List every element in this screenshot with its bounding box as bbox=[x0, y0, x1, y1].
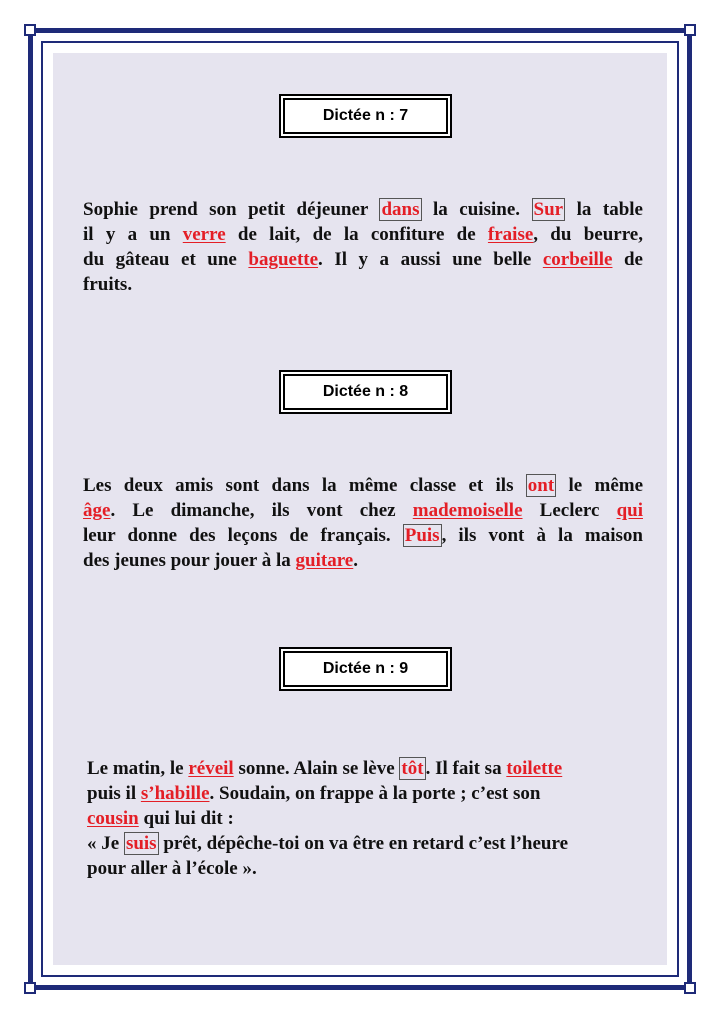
highlighted-word: cousin bbox=[87, 808, 139, 829]
dictee-8-title: Dictée n : 8 bbox=[283, 374, 448, 410]
highlighted-word: mademoiselle bbox=[412, 500, 523, 521]
text-segment: , ils vont à la maison bbox=[441, 525, 643, 546]
text-segment: Le matin, le bbox=[87, 758, 189, 779]
page-frame bbox=[28, 28, 692, 990]
text-segment: la table bbox=[565, 199, 643, 220]
highlighted-word: âge bbox=[83, 500, 111, 521]
text-segment: qui lui dit : bbox=[138, 808, 234, 829]
text-segment: Les deux amis sont dans la même classe et ils bbox=[83, 475, 526, 496]
text-segment: pour aller à l’école ». bbox=[87, 858, 257, 879]
text-segment: sonne. Alain se lève bbox=[233, 758, 400, 779]
text-segment: le même bbox=[556, 475, 644, 496]
frame-corner bbox=[24, 982, 36, 994]
text-segment: . Le dimanche, ils vont chez bbox=[110, 500, 413, 521]
boxed-word: Puis bbox=[404, 525, 440, 546]
highlighted-word: fraise bbox=[487, 224, 534, 245]
text-line bbox=[83, 473, 643, 498]
dictee-7-title: Dictée n : 7 bbox=[283, 98, 448, 134]
text-segment: des jeunes pour jouer à la bbox=[83, 550, 296, 571]
text-segment: de bbox=[612, 249, 643, 270]
highlighted-word: verre bbox=[182, 224, 226, 245]
text-line bbox=[83, 272, 643, 297]
boxed-word: tôt bbox=[401, 758, 424, 779]
highlighted-word: réveil bbox=[188, 758, 234, 779]
text-line bbox=[87, 806, 643, 831]
text-segment: . Il y a aussi une belle bbox=[318, 249, 543, 270]
text-segment: du gâteau et une bbox=[83, 249, 249, 270]
text-segment: fruits. bbox=[83, 274, 133, 295]
text-segment: , du beurre, bbox=[533, 224, 643, 245]
highlighted-word: qui bbox=[616, 500, 643, 521]
boxed-word: ont bbox=[527, 475, 555, 496]
boxed-word: dans bbox=[381, 199, 420, 220]
highlighted-word: toilette bbox=[506, 758, 563, 779]
text-segment: . bbox=[353, 550, 358, 571]
text-segment: . Il fait sa bbox=[425, 758, 507, 779]
dictee-9-text bbox=[87, 756, 643, 881]
text-line bbox=[87, 756, 643, 781]
boxed-word: suis bbox=[125, 833, 157, 854]
frame-corner bbox=[684, 982, 696, 994]
text-segment: Sophie prend son petit déjeuner bbox=[83, 199, 380, 220]
text-segment: Leclerc bbox=[522, 500, 617, 521]
text-segment: « Je bbox=[87, 833, 124, 854]
text-line bbox=[87, 831, 643, 856]
page-content bbox=[53, 53, 667, 965]
text-line bbox=[83, 222, 643, 247]
highlighted-word: corbeille bbox=[542, 249, 613, 270]
text-line bbox=[83, 548, 643, 573]
text-segment: . Soudain, on frappe à la porte ; c’est son bbox=[209, 783, 541, 804]
highlighted-word: s’habille bbox=[140, 783, 210, 804]
dictee-9-title: Dictée n : 9 bbox=[283, 651, 448, 687]
text-segment: prêt, dépêche-toi on va être en retard c’est l’heure bbox=[158, 833, 569, 854]
text-segment: la cuisine. bbox=[421, 199, 532, 220]
boxed-word: Sur bbox=[533, 199, 564, 220]
highlighted-word: baguette bbox=[248, 249, 319, 270]
text-segment: puis il bbox=[87, 783, 141, 804]
text-line bbox=[83, 247, 643, 272]
text-line bbox=[87, 781, 643, 806]
highlighted-word: guitare bbox=[295, 550, 354, 571]
dictee-7-text bbox=[83, 197, 643, 297]
text-line bbox=[83, 197, 643, 222]
text-segment: de lait, de la confiture de bbox=[225, 224, 488, 245]
text-segment: il y a un bbox=[83, 224, 183, 245]
text-segment: leur donne des leçons de français. bbox=[83, 525, 403, 546]
frame-corner bbox=[24, 24, 36, 36]
frame-corner bbox=[684, 24, 696, 36]
dictee-8-text bbox=[83, 473, 643, 573]
text-line bbox=[83, 523, 643, 548]
page-inner-frame bbox=[41, 41, 679, 977]
text-line bbox=[87, 856, 643, 881]
text-line bbox=[83, 498, 643, 523]
